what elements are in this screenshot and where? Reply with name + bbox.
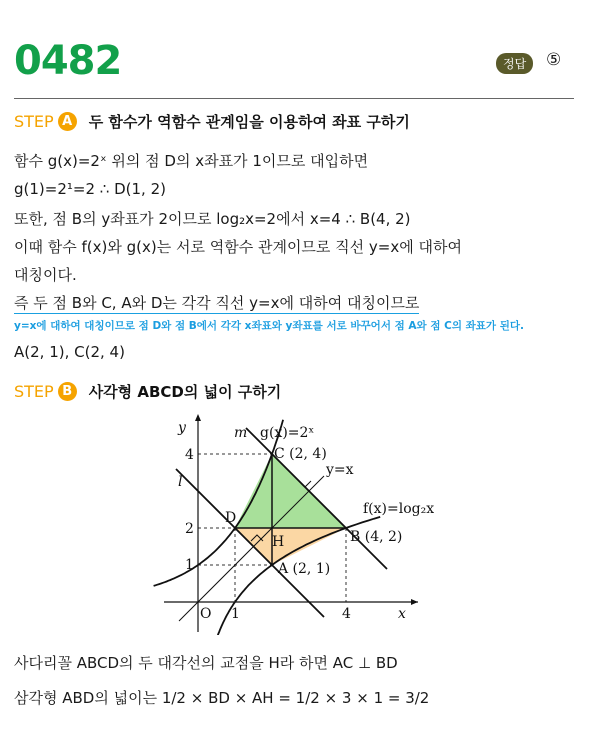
- text-line: 또한, 점 B의 y좌표가 2이므로 log₂x=2에서 x=4 ∴ B(4, 2): [14, 210, 411, 228]
- point-c-label: C (2, 4): [274, 446, 327, 462]
- text-line: 이때 함수 f(x)와 g(x)는 서로 역함수 관계이므로 직선 y=x에 대하여: [14, 238, 462, 256]
- graph-diagram: [150, 410, 470, 635]
- problem-number: 0482: [14, 38, 122, 84]
- text-line: 대칭이다.: [14, 266, 77, 284]
- tick-label: 1: [185, 557, 194, 573]
- underlined-text: 즉 두 점 B와 C, A와 D는 각각 직선 y=x에 대하여 대칭이므로: [14, 294, 420, 312]
- step-label: STEP: [14, 112, 54, 131]
- answer-value: ⑤: [546, 50, 562, 70]
- label-y-equals-x: y=x: [326, 462, 354, 478]
- tick-label: 4: [185, 447, 194, 463]
- step-letter-icon: A: [58, 112, 77, 131]
- label-l: l: [178, 474, 183, 490]
- blue-note: y=x에 대하여 대칭이므로 점 D와 점 B에서 각각 x좌표와 y좌표를 서로 바꾸어서 점 A와 점 C의 좌표가 된다.: [14, 320, 525, 332]
- y-arrow-icon: [195, 414, 201, 421]
- tick-label: 4: [342, 606, 351, 622]
- point-h-label: H: [272, 534, 285, 550]
- result-a: A(2, 1), C(2, 4): [14, 343, 125, 361]
- y-axis-label: y: [178, 420, 186, 436]
- step-title: 사각형 ABCD의 넓이 구하기: [88, 383, 282, 401]
- answer-badge: 정답: [496, 53, 533, 74]
- step-letter-icon: B: [58, 382, 77, 401]
- text-line: g(1)=2¹=2 ∴ D(1, 2): [14, 180, 166, 198]
- point-b-label: B (4, 2): [350, 529, 403, 545]
- step-title: 두 함수가 역함수 관계임을 이용하여 좌표 구하기: [88, 113, 410, 131]
- step-label: STEP: [14, 382, 54, 401]
- tick-label: 2: [185, 521, 194, 537]
- x-axis-label: x: [398, 606, 406, 622]
- text-line: 삼각형 ABD의 넓이는 1/2 × BD × AH = 1/2 × 3 × 1 = 3/2: [14, 689, 430, 707]
- point-a-label: A (2, 1): [278, 561, 331, 577]
- step-b-heading: [14, 381, 281, 402]
- label-f: f(x)=log₂x: [363, 501, 435, 517]
- tick-label: 1: [231, 606, 240, 622]
- step-a-heading: [14, 111, 410, 132]
- label-m: m: [234, 425, 248, 441]
- origin-label: O: [200, 606, 212, 622]
- text-line: 사다리꼴 ABCD의 두 대각선의 교점을 H라 하면 AC ⊥ BD: [14, 654, 398, 672]
- text-line-underlined: [14, 292, 419, 313]
- x-arrow-icon: [411, 599, 418, 605]
- point-d-label: D: [225, 510, 237, 526]
- text-line: 함수 g(x)=2ˣ 위의 점 D의 x좌표가 1이므로 대입하면: [14, 152, 369, 170]
- divider: [14, 98, 574, 99]
- label-g: g(x)=2ˣ: [260, 425, 315, 441]
